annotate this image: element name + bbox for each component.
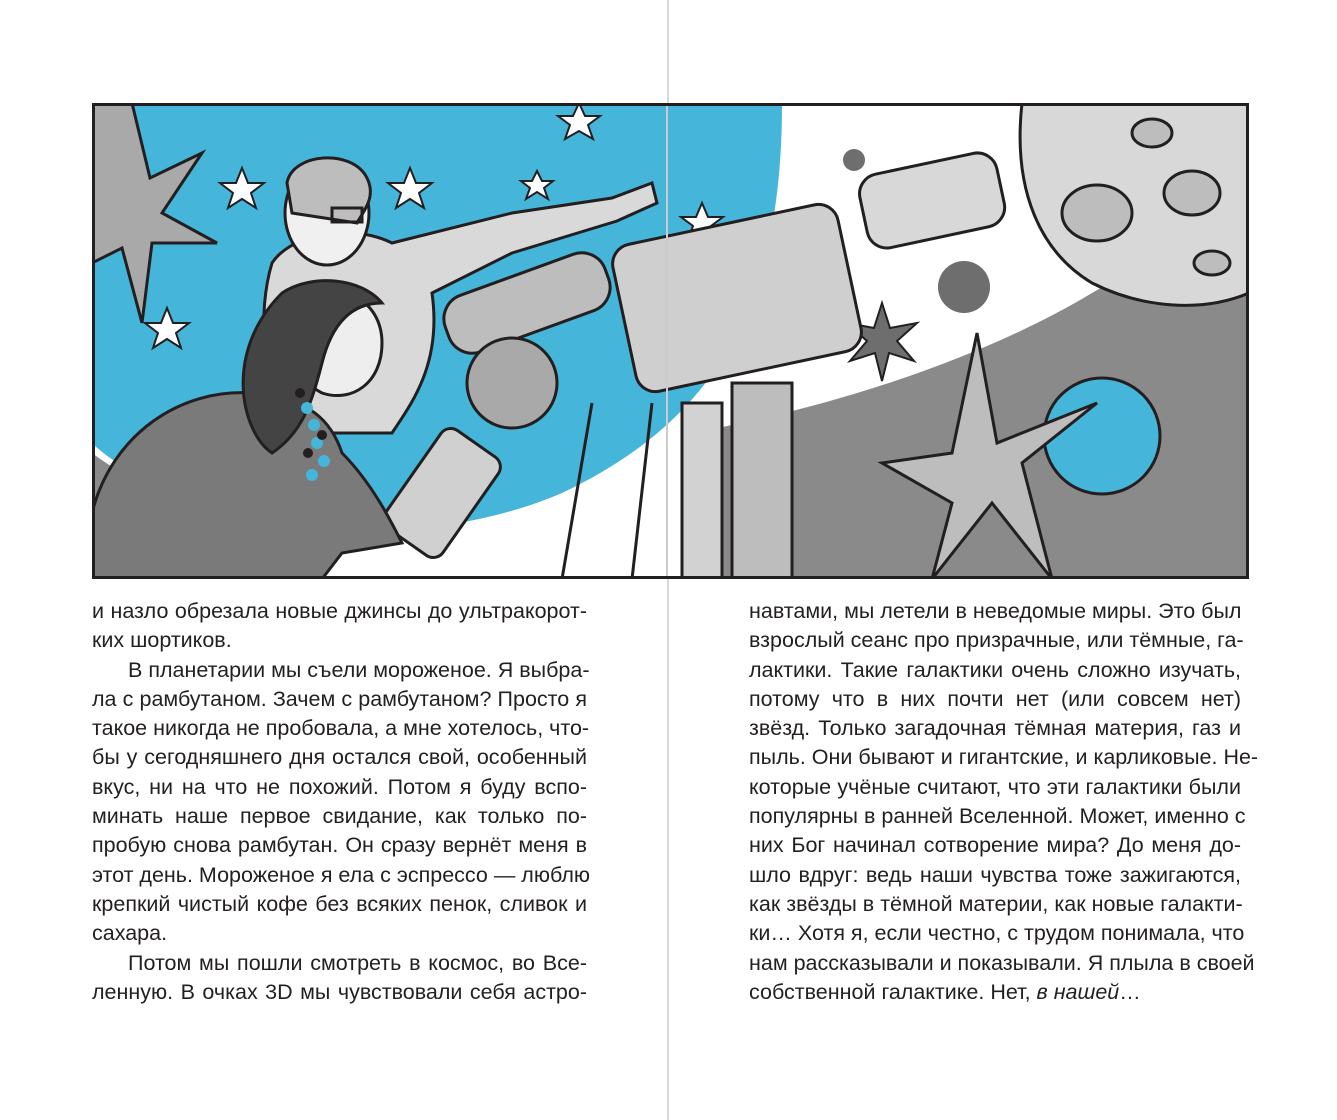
paragraph-line: них Бог начинал сотворение мира? До меня до-: [749, 833, 1241, 858]
paragraph-line: пыль. Они бывают и гигантские, и карликовые. Не-: [749, 745, 1259, 770]
paragraph-line: ла с рамбутаном. Зачем с рамбутаном? Просто я: [92, 686, 587, 711]
paragraph-line: бы у сегодняшнего дня остался свой, особенный: [92, 745, 587, 770]
paragraph-last-line: [749, 978, 1241, 1007]
paragraph-line: В планетарии мы съели мороженое. Я выбра-: [128, 657, 590, 682]
right-page-text: [749, 597, 1259, 1007]
paragraph-line: шло вдруг: ведь наши чувства тоже зажигаются,: [749, 862, 1241, 887]
medium-planet: [938, 261, 990, 313]
paragraph-line: ки… Хотя я, если честно, с трудом понимала, что: [749, 921, 1245, 946]
paragraph-line: пробую снова рамбутан. Он сразу вернёт меня в: [92, 833, 587, 858]
paragraph-line: вкус, ни на что не похожий. Потом я буду вспо-: [92, 774, 587, 799]
paragraph-line: такое никогда не пробовала, а мне хотелось, что-: [92, 716, 590, 741]
blue-planet: [1044, 378, 1160, 494]
paragraph-line: сахара.: [92, 921, 168, 946]
small-planet: [843, 149, 865, 171]
paragraph-line: Потом мы пошли смотреть в космос, во Все-: [128, 950, 587, 975]
paragraph-line: нам рассказывали и показывали. Я плыла в своей: [749, 950, 1255, 975]
paragraph-line: навтами, мы летели в неведомые миры. Это был: [749, 599, 1242, 623]
paragraph-line: ких шортиков.: [92, 628, 232, 653]
paragraph-line: потому что в них почти нет (или совсем нет): [749, 686, 1241, 711]
paragraph-line: популярны в ранней Вселенной. Может, именно с: [749, 804, 1246, 829]
paragraph-line: и назло обрезала новые джинсы до ультракорот-: [92, 599, 587, 623]
paragraph-line: взрослый сеанс про призрачные, или тёмные, га-: [749, 628, 1244, 653]
last-line-prefix: собственной галактике. Нет,: [749, 979, 1037, 1004]
paragraph-line: лактики. Такие галактики очень сложно изучать,: [749, 657, 1241, 682]
paragraph-line: крепкий чистый кофе без всяких пенок, сливок и: [92, 891, 587, 916]
last-line-suffix: …: [1119, 979, 1141, 1004]
paragraph-line: которые учёные считают, что эти галактики были: [749, 774, 1241, 799]
left-page-text: [92, 597, 590, 1007]
italic-emphasis: в нашей: [1036, 979, 1120, 1004]
paragraph-line: этот день. Мороженое я ела с эспрессо — люблю: [92, 862, 590, 887]
paragraph-line: минать наше первое свидание, как только по-: [92, 804, 587, 829]
paragraph-line: как звёзды в тёмной материи, как новые галакти-: [749, 891, 1243, 916]
paragraph-line: звёзд. Только загадочная тёмная материя, газ и: [749, 716, 1241, 741]
paragraph-line: ленную. В очках 3D мы чувствовали себя астро-: [92, 979, 587, 1004]
telescope-illustration: [92, 103, 1249, 579]
